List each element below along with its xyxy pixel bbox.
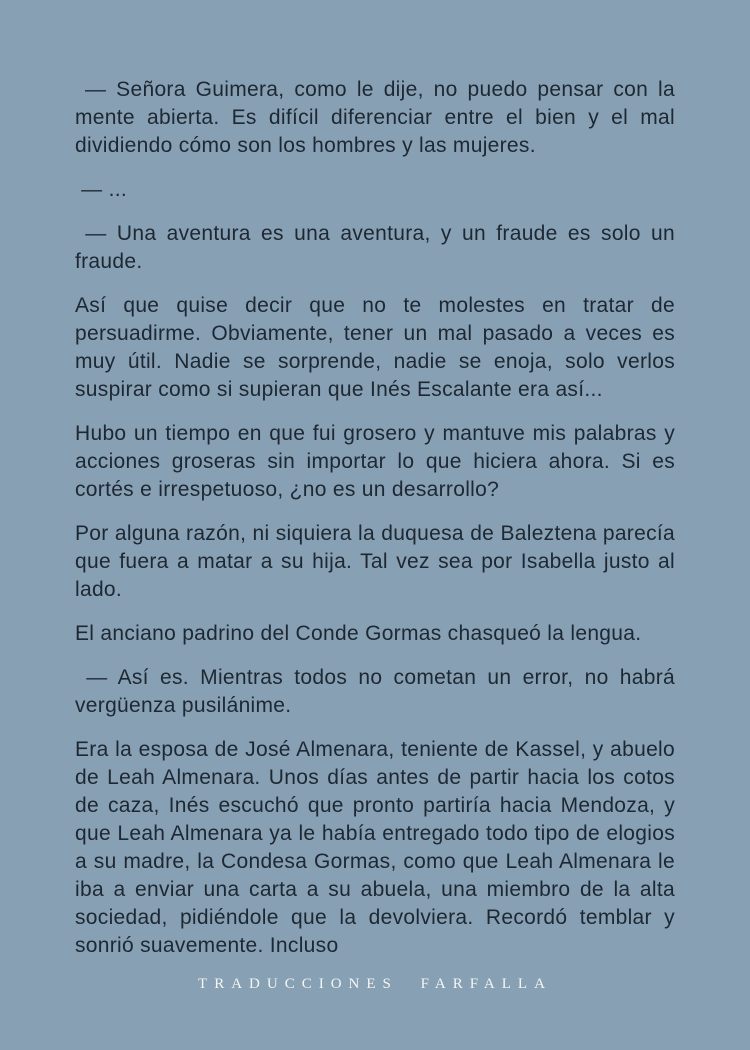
dialogue-paragraph: — Una aventura es una aventura, y un fraude es solo un fraude. [75, 222, 675, 273]
narration-paragraph: Hubo un tiempo en que fui grosero y mantuve mis palabras y acciones groseras sin importar lo que hiciera ahora. Si es cortés e irrespetuoso, ¿no es un desarrollo? [75, 422, 675, 501]
dialogue-paragraph: — ... [75, 178, 127, 201]
narration-paragraph: El anciano padrino del Conde Gormas chasqueó la lengua. [75, 622, 642, 645]
narration-paragraph: Por alguna razón, ni siquiera la duquesa de Baleztena parecía que fuera a matar a su hija. Tal vez sea por Isabella justo al lado. [75, 522, 675, 601]
narration-paragraph: Así que quise decir que no te molestes en tratar de persuadirme. Obviamente, tener un mal pasado a veces es muy útil. Nadie se sorprende, nadie se enoja, solo verlos suspirar como si supieran que Inés Escalante era así... [75, 294, 675, 401]
translator-watermark: TRADUCCIONES FARFALLA [198, 976, 552, 992]
dialogue-paragraph: — Así es. Mientras todos no cometan un error, no habrá vergüenza pusilánime. [75, 666, 675, 717]
novel-text-block [75, 76, 675, 960]
dialogue-paragraph: — Señora Guimera, como le dije, no puedo pensar con la mente abierta. Es difícil diferenciar entre el bien y el mal dividiendo cómo son los hombres y las mujeres. [75, 78, 675, 157]
narration-paragraph: Era la esposa de José Almenara, teniente de Kassel, y abuelo de Leah Almenara. Unos días antes de partir hacia los cotos de caza, Inés escuchó que pronto partiría hacia Mendoza, y que Leah Almenara ya le había entregado todo tipo de elogios a su madre, la Condesa Gormas, como que Leah Almenara le iba a enviar una carta a su abuela, una miembro de la alta sociedad, pidiéndole que la devolviera. Recordó temblar y sonrió suavemente. Incluso [75, 738, 675, 957]
